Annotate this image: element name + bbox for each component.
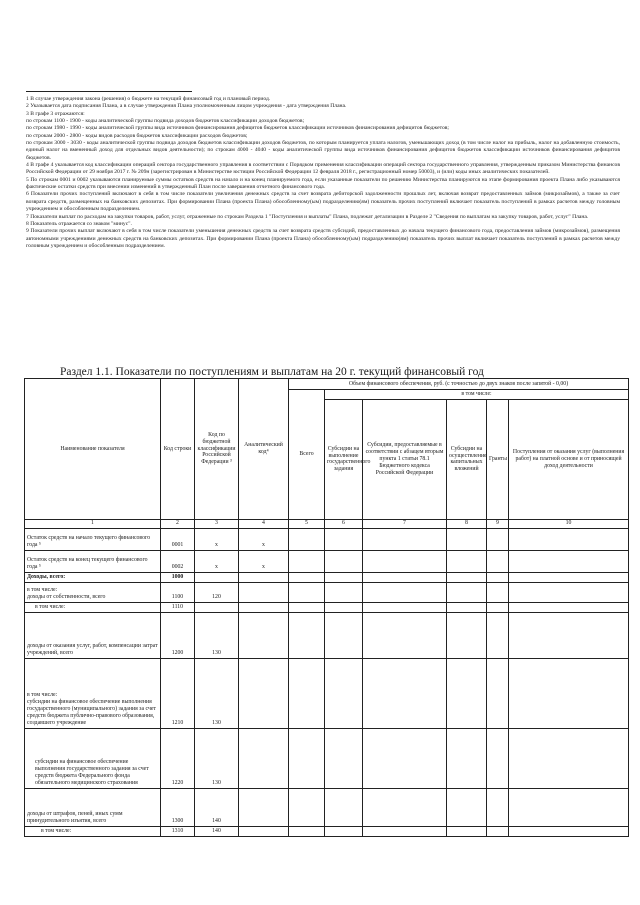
footnote-separator — [26, 91, 192, 92]
column-numbers-row — [25, 519, 629, 528]
row-name: в том числе: — [25, 826, 161, 836]
footnote-1: 1 В случае утверждения закона (решения) о бюджете на текущий финансовый год и плановый период. — [26, 96, 271, 102]
header-col9: Гранты — [487, 399, 509, 519]
footnote-5: 5 По строкам 0001 и 0002 указываются планируемые суммы остатков средств на начало и на конец планируемого года, если указанные показатели по решению Министерства планируются на этапе формирования проекта Плана либо указываются фактические остатки средств при внесении изменений в утвержденный План после завершения отчетного финансового года. — [26, 176, 620, 191]
row-budget: 140 — [195, 826, 239, 836]
row-budget: 130 — [195, 612, 239, 658]
row-code: 1000 — [161, 572, 195, 582]
header-total: Всего — [289, 390, 325, 520]
row-budget: x — [195, 550, 239, 572]
footnote-3-b: по строкам 1980 - 1990 - коды аналитической группы вида источников финансирования дефицитов бюджетов классификации источников финансирования дефицитов бюджетов; — [26, 125, 449, 132]
header-budget-class: Код по бюджетной классификации Российской Федерации ³ — [195, 379, 239, 520]
table-row — [25, 658, 629, 728]
footnote-3-a: по строкам 1100 - 1900 - коды аналитической группы подвида доходов бюджетов классификации доходов бюджетов; — [26, 118, 305, 125]
col-number: 7 — [363, 519, 447, 528]
header-col6: Субсидии на выполнение государственного задания — [325, 399, 363, 519]
row-name: в том числе: доходы от собственности, всего — [25, 582, 161, 602]
col-number: 4 — [239, 519, 289, 528]
row-code: 1300 — [161, 788, 195, 826]
row-budget: 130 — [195, 658, 239, 728]
row-analytic — [239, 572, 289, 582]
row-analytic — [239, 788, 289, 826]
table-row — [25, 612, 629, 658]
header-name: Наименование показателя — [25, 379, 161, 520]
col-number: 1 — [25, 519, 161, 528]
row-analytic — [239, 728, 289, 788]
footnote-2: 2 Указывается дата подписания Плана, а в случае утверждения Плана уполномоченным лицом учреждения - дата утверждения Плана. — [26, 103, 347, 110]
header-volume: Объем финансового обеспечения, руб. (с точностью до двух знаков после запятой - 0,00) — [289, 379, 629, 390]
table-row — [25, 582, 629, 602]
table-row — [25, 528, 629, 550]
section-title: Раздел 1.1. Показатели по поступлениям и выплатам на 20 г. текущий финансовый год — [60, 366, 484, 378]
row-name: в том числе: субсидии на финансовое обеспечение выполнения государственного (муниципального) задания за счет средств бюджета публично-правового образования, создавшего учреждение — [25, 658, 161, 728]
footnote-3-d: по строкам 3000 - 3030 - коды аналитической группы подвида доходов бюджетов классификации доходов бюджетов, по которым планируется уплата налогов, уменьшающих доход (в том числе налог на прибыль, налог на добавленную стоимость, единый налог на вмененный доход для отдельных видов деятельности); по строкам 4000 - 4040 - коды аналитической группы вида источников финансирования дефицитов бюджетов классификации источников финансирования дефицитов бюджетов. — [26, 140, 620, 161]
col-number: 8 — [447, 519, 487, 528]
row-name: Остаток средств на конец текущего финансового года ⁵ — [25, 550, 161, 572]
row-name: Доходы, всего: — [25, 572, 161, 582]
row-analytic — [239, 658, 289, 728]
row-code: 0001 — [161, 528, 195, 550]
row-code: 1200 — [161, 612, 195, 658]
table-row — [25, 826, 629, 836]
table-row — [25, 728, 629, 788]
header-col10: Поступления от оказания услуг (выполнения работ) на платной основе и от приносящей доход деятельности — [509, 399, 629, 519]
row-name: доходы от штрафов, пеней, иных сумм принудительного изъятия, всего — [25, 788, 161, 826]
header-col8: Субсидии на осуществление капитальных вложений — [447, 399, 487, 519]
row-analytic — [239, 602, 289, 612]
row-code: 1210 — [161, 658, 195, 728]
indicators-table — [24, 378, 629, 837]
footnote-8: 8 Показатель отражается со знаком "минус". — [26, 220, 132, 227]
col-number: 10 — [509, 519, 629, 528]
row-budget — [195, 572, 239, 582]
table-row — [25, 572, 629, 582]
table-row — [25, 550, 629, 572]
row-analytic — [239, 826, 289, 836]
row-budget: 120 — [195, 582, 239, 602]
row-code: 1100 — [161, 582, 195, 602]
row-analytic — [239, 612, 289, 658]
table-row — [25, 602, 629, 612]
col-number: 9 — [487, 519, 509, 528]
header-code: Код строки — [161, 379, 195, 520]
row-code: 0002 — [161, 550, 195, 572]
row-analytic: x — [239, 528, 289, 550]
row-code: 1220 — [161, 728, 195, 788]
row-code: 1110 — [161, 602, 195, 612]
header-analytic: Аналитический код⁴ — [239, 379, 289, 520]
row-code: 1310 — [161, 826, 195, 836]
header-col7: Субсидии, предоставляемые в соответствии с абзацем вторым пункта 1 статьи 78.1 Бюджетного кодекса Российской Федерации — [363, 399, 447, 519]
row-analytic: x — [239, 550, 289, 572]
row-name: в том числе: — [25, 602, 161, 612]
footnote-9: 9 Показатели прочих выплат включают в себя в том числе показатели уменьшения денежных средств за счет возврата средств субсидий, предоставленных до начала текущего финансового года, предоставления займов (микрозаймов), размещения автономными учреждениями денежных средств на банковских депозитах. При формировании Плана (проекта Плана) обособленному(ым) подразделению(ям) показатель прочих выплат включает показатель поступлений в рамках расчетов между головным учреждением и обособленным подразделением. — [26, 228, 620, 249]
row-budget — [195, 602, 239, 612]
footnotes — [26, 96, 620, 250]
footnote-6: 6 Показатели прочих поступлений включают в себя в том числе показатели увеличения денежных средств за счет возврата дебиторской задолженности прошлых лет, включая возврат предоставленных займов (микрозаймов), а также за счет возврата средств, размещенных на банковских депозитах. При формировании Плана (проекта Плана) обособленному(ым) подразделению(ям) показатель прочих поступлений включает показатель поступлений в рамках расчетов между головным учреждением и обособленным подразделением. — [26, 191, 620, 213]
footnote-7: 7 Показатели выплат по расходам на закупки товаров, работ, услуг, отраженные по строкам Раздела 1 "Поступления и выплаты" Плана, подлежат детализации в Разделе 2 "Сведения по выплатам на закупку товаров, работ, услуг" Плана. — [26, 213, 589, 220]
col-number: 5 — [289, 519, 325, 528]
row-budget: 130 — [195, 728, 239, 788]
col-number: 2 — [161, 519, 195, 528]
col-number: 6 — [325, 519, 363, 528]
footnote-3-c: по строкам 2000 - 2800 - коды видов расходов бюджетов классификации расходов бюджетов; — [26, 132, 248, 139]
footnote-4: 4 В графе 4 указывается код классификации операций сектора государственного управления в соответствии с Порядком применения классификации операций сектора государственного управления, утвержденным приказом Министерства финансов Российской Федерации от 29 ноября 2017 г. № 209н (зарегистрирован в Министерстве юстиции Российской Федерации 12 февраля 2018 г., регистрационный номер 50003), и (или) коды иных аналитических показателей. — [26, 162, 620, 176]
row-name: Остаток средств на начало текущего финансового года ⁵ — [25, 528, 161, 550]
footnote-3: 3 В графе 3 отражаются: — [26, 110, 85, 117]
row-budget: x — [195, 528, 239, 550]
col-number: 3 — [195, 519, 239, 528]
row-analytic — [239, 582, 289, 602]
row-name: субсидии на финансовое обеспечение выполнения государственного задания за счет средств бюджета Федерального фонда обязательного медицинского страхования — [25, 728, 161, 788]
row-name: доходы от оказания услуг, работ, компенсации затрат учреждений, всего — [25, 612, 161, 658]
header-of-which: в том числе: — [325, 390, 629, 400]
row-budget: 140 — [195, 788, 239, 826]
table-row — [25, 788, 629, 826]
